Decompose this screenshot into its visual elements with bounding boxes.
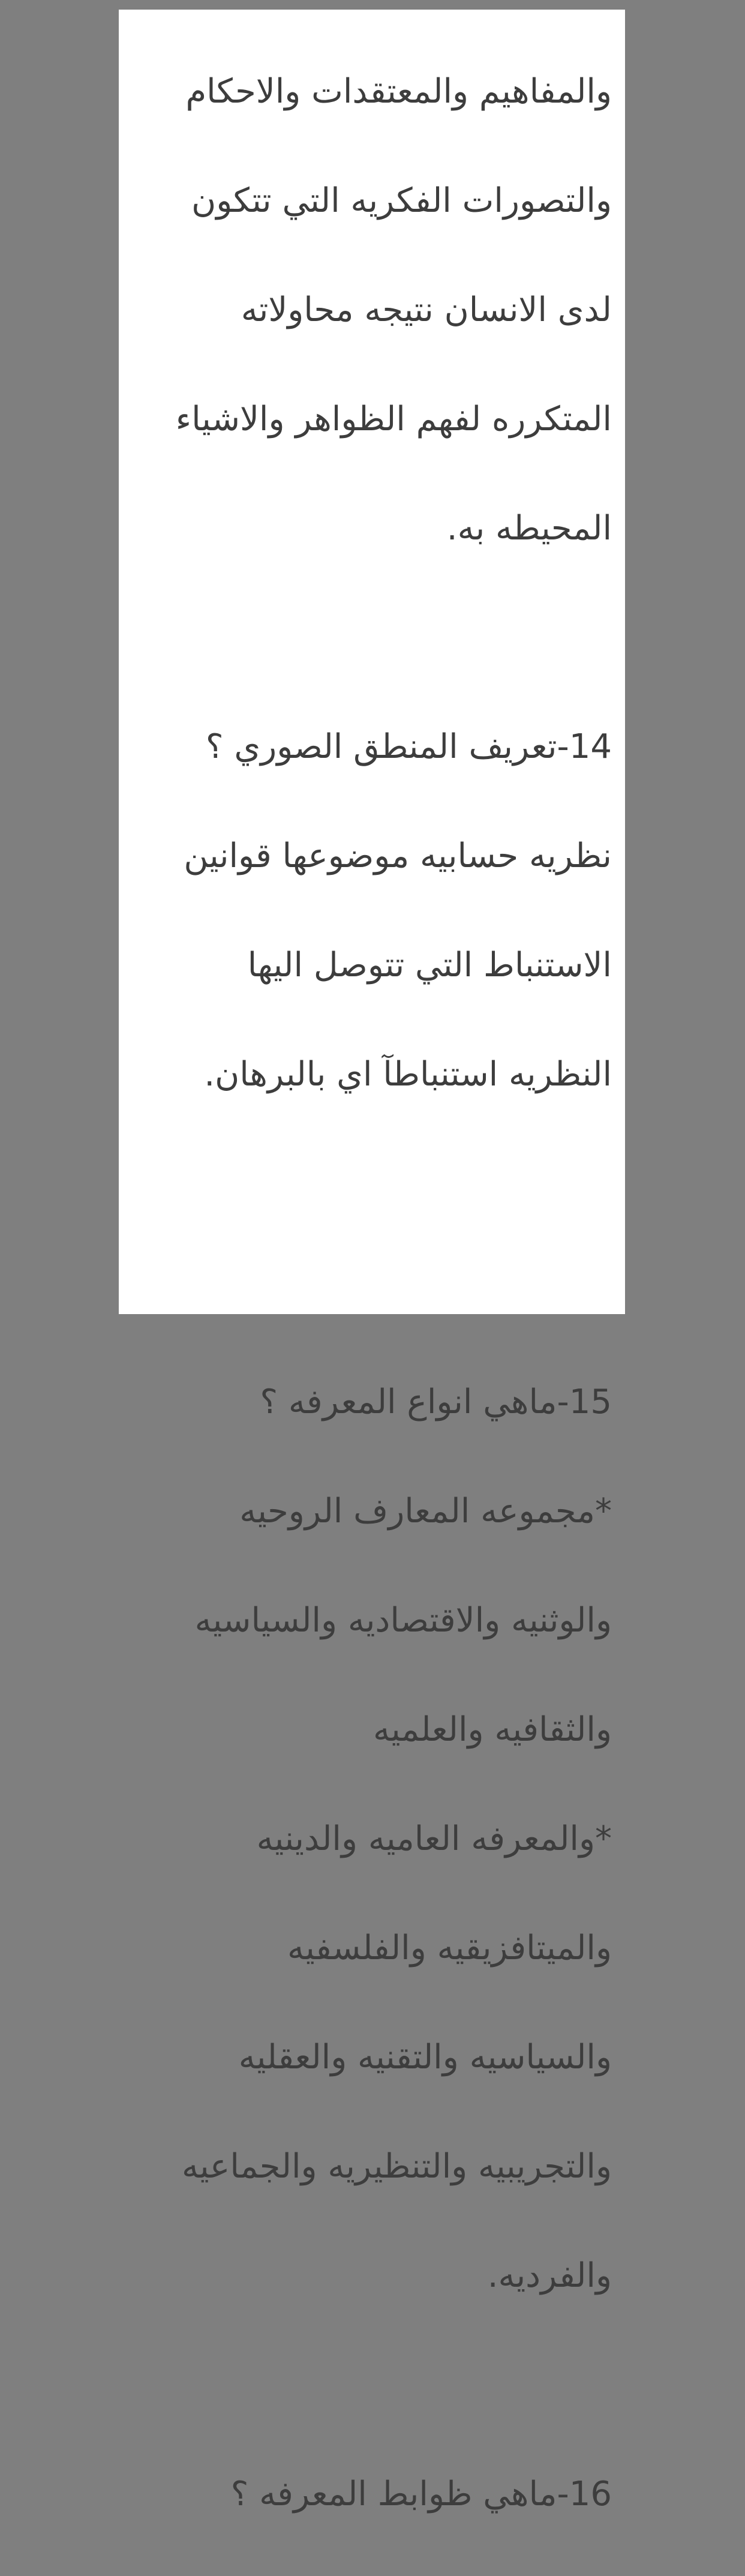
document-text [132,10,612,2576]
blank-line [132,1156,612,1211]
text-line: والفرديه. [487,2256,612,2295]
text-line: المتكرره لفهم الظواهر والاشياء [175,400,612,439]
text-line: الاستنباط التي تتوصل اليها [247,946,612,985]
text-line: والمفاهيم والمعتقدات والاحكام [185,72,612,111]
text-line: والتصورات الفكريه التي تتكون [191,181,612,220]
document-page [119,10,625,2514]
text-line: والوثنيه والاقتصاديه والسياسيه [194,1601,612,1640]
text-line: والميتافزيقيه والفلسفيه [287,1929,612,1968]
blank-line [132,610,612,665]
text-line: نظريه حسابيه موضوعها قوانين [184,836,612,875]
text-line: والسياسيه والتقنيه والعقليه [238,2038,612,2077]
question-16-heading: 16-ماهي ظوابط المعرفه ؟ [230,2475,612,2514]
text-line: النظريه استنباطآ اي بالبرهان. [204,1055,612,1094]
text-line: *والمعرفه العاميه والدينيه [256,1819,612,1858]
blank-line [132,1265,612,1320]
text-line: المحيطه به. [446,509,612,548]
question-15-heading: 15-ماهي انواع المعرفه ؟ [260,1383,612,1422]
text-line: والثقافيه والعلميه [373,1710,612,1749]
text-line: *مجموعه المعارف الروحيه [239,1492,612,1531]
text-line: لدى الانسان نتيجه محاولاته [241,290,612,329]
question-14-heading: 14-تعريف المنطق الصوري ؟ [205,727,612,766]
text-line: والتجريبيه والتنظيريه والجماعيه [181,2147,612,2186]
blank-line [132,2358,612,2412]
